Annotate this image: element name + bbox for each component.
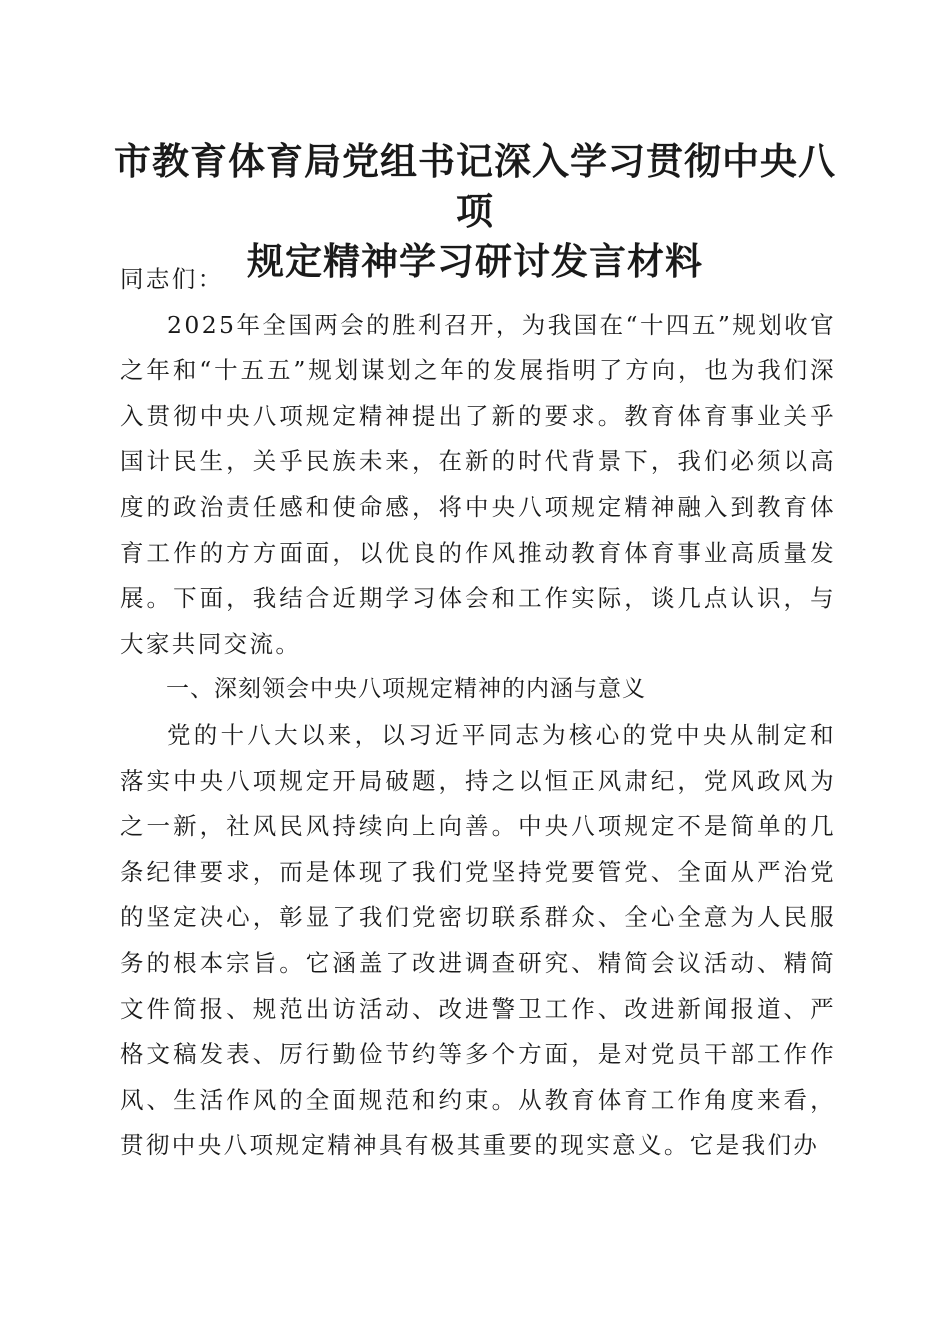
title-line-2: 规定精神学习研讨发言材料 [247,239,703,283]
paragraph-section-1: 党的十八大以来，以习近平同志为核心的党中央从制定和落实中央八项规定开局破题，持之以恒正风肃纪，党风政风为之一新，社风民风持续向上向善。中央八项规定不是简单的几条纪律要求，而是体现了我们党坚持党要管党、全面从严治党的坚定决心，彰显了我们党密切联系群众、全心全意为人民服务的根本宗旨。它涵盖了改进调查研究、精简会议活动、精简文件简报、规范出访活动、改进警卫工作、改进新闻报道、严格文稿发表、厉行勤俭节约等多个方面，是对党员干部工作作风、生活作风的全面规范和约束。从教育体育工作角度来看，贯彻中央八项规定精神具有极其重要的现实意义。它是我们办 [120,720,836,1160]
salutation: 同志们： [120,265,224,293]
document-body [120,257,836,1169]
section-heading-1: 一、深刻领会中央八项规定精神的内涵与意义 [166,676,646,703]
paragraph-intro: 2025年全国两会的胜利召开，为我国在“十四五”规划收官之年和“十五五”规划谋划之年的发展指明了方向，也为我们深入贯彻中央八项规定精神提出了新的要求。教育体育事业关乎国计民生，关乎民族未来，在新的时代背景下，我们必须以高度的政治责任感和使命感，将中央八项规定精神融入到教育体育工作的方方面面，以优良的作风推动教育体育事业高质量发展。下面，我结合近期学习体会和工作实际，谈几点认识，与大家共同交流。 [120,310,836,658]
title-line-1: 市教育体育局党组书记深入学习贯彻中央八项 [114,139,836,233]
